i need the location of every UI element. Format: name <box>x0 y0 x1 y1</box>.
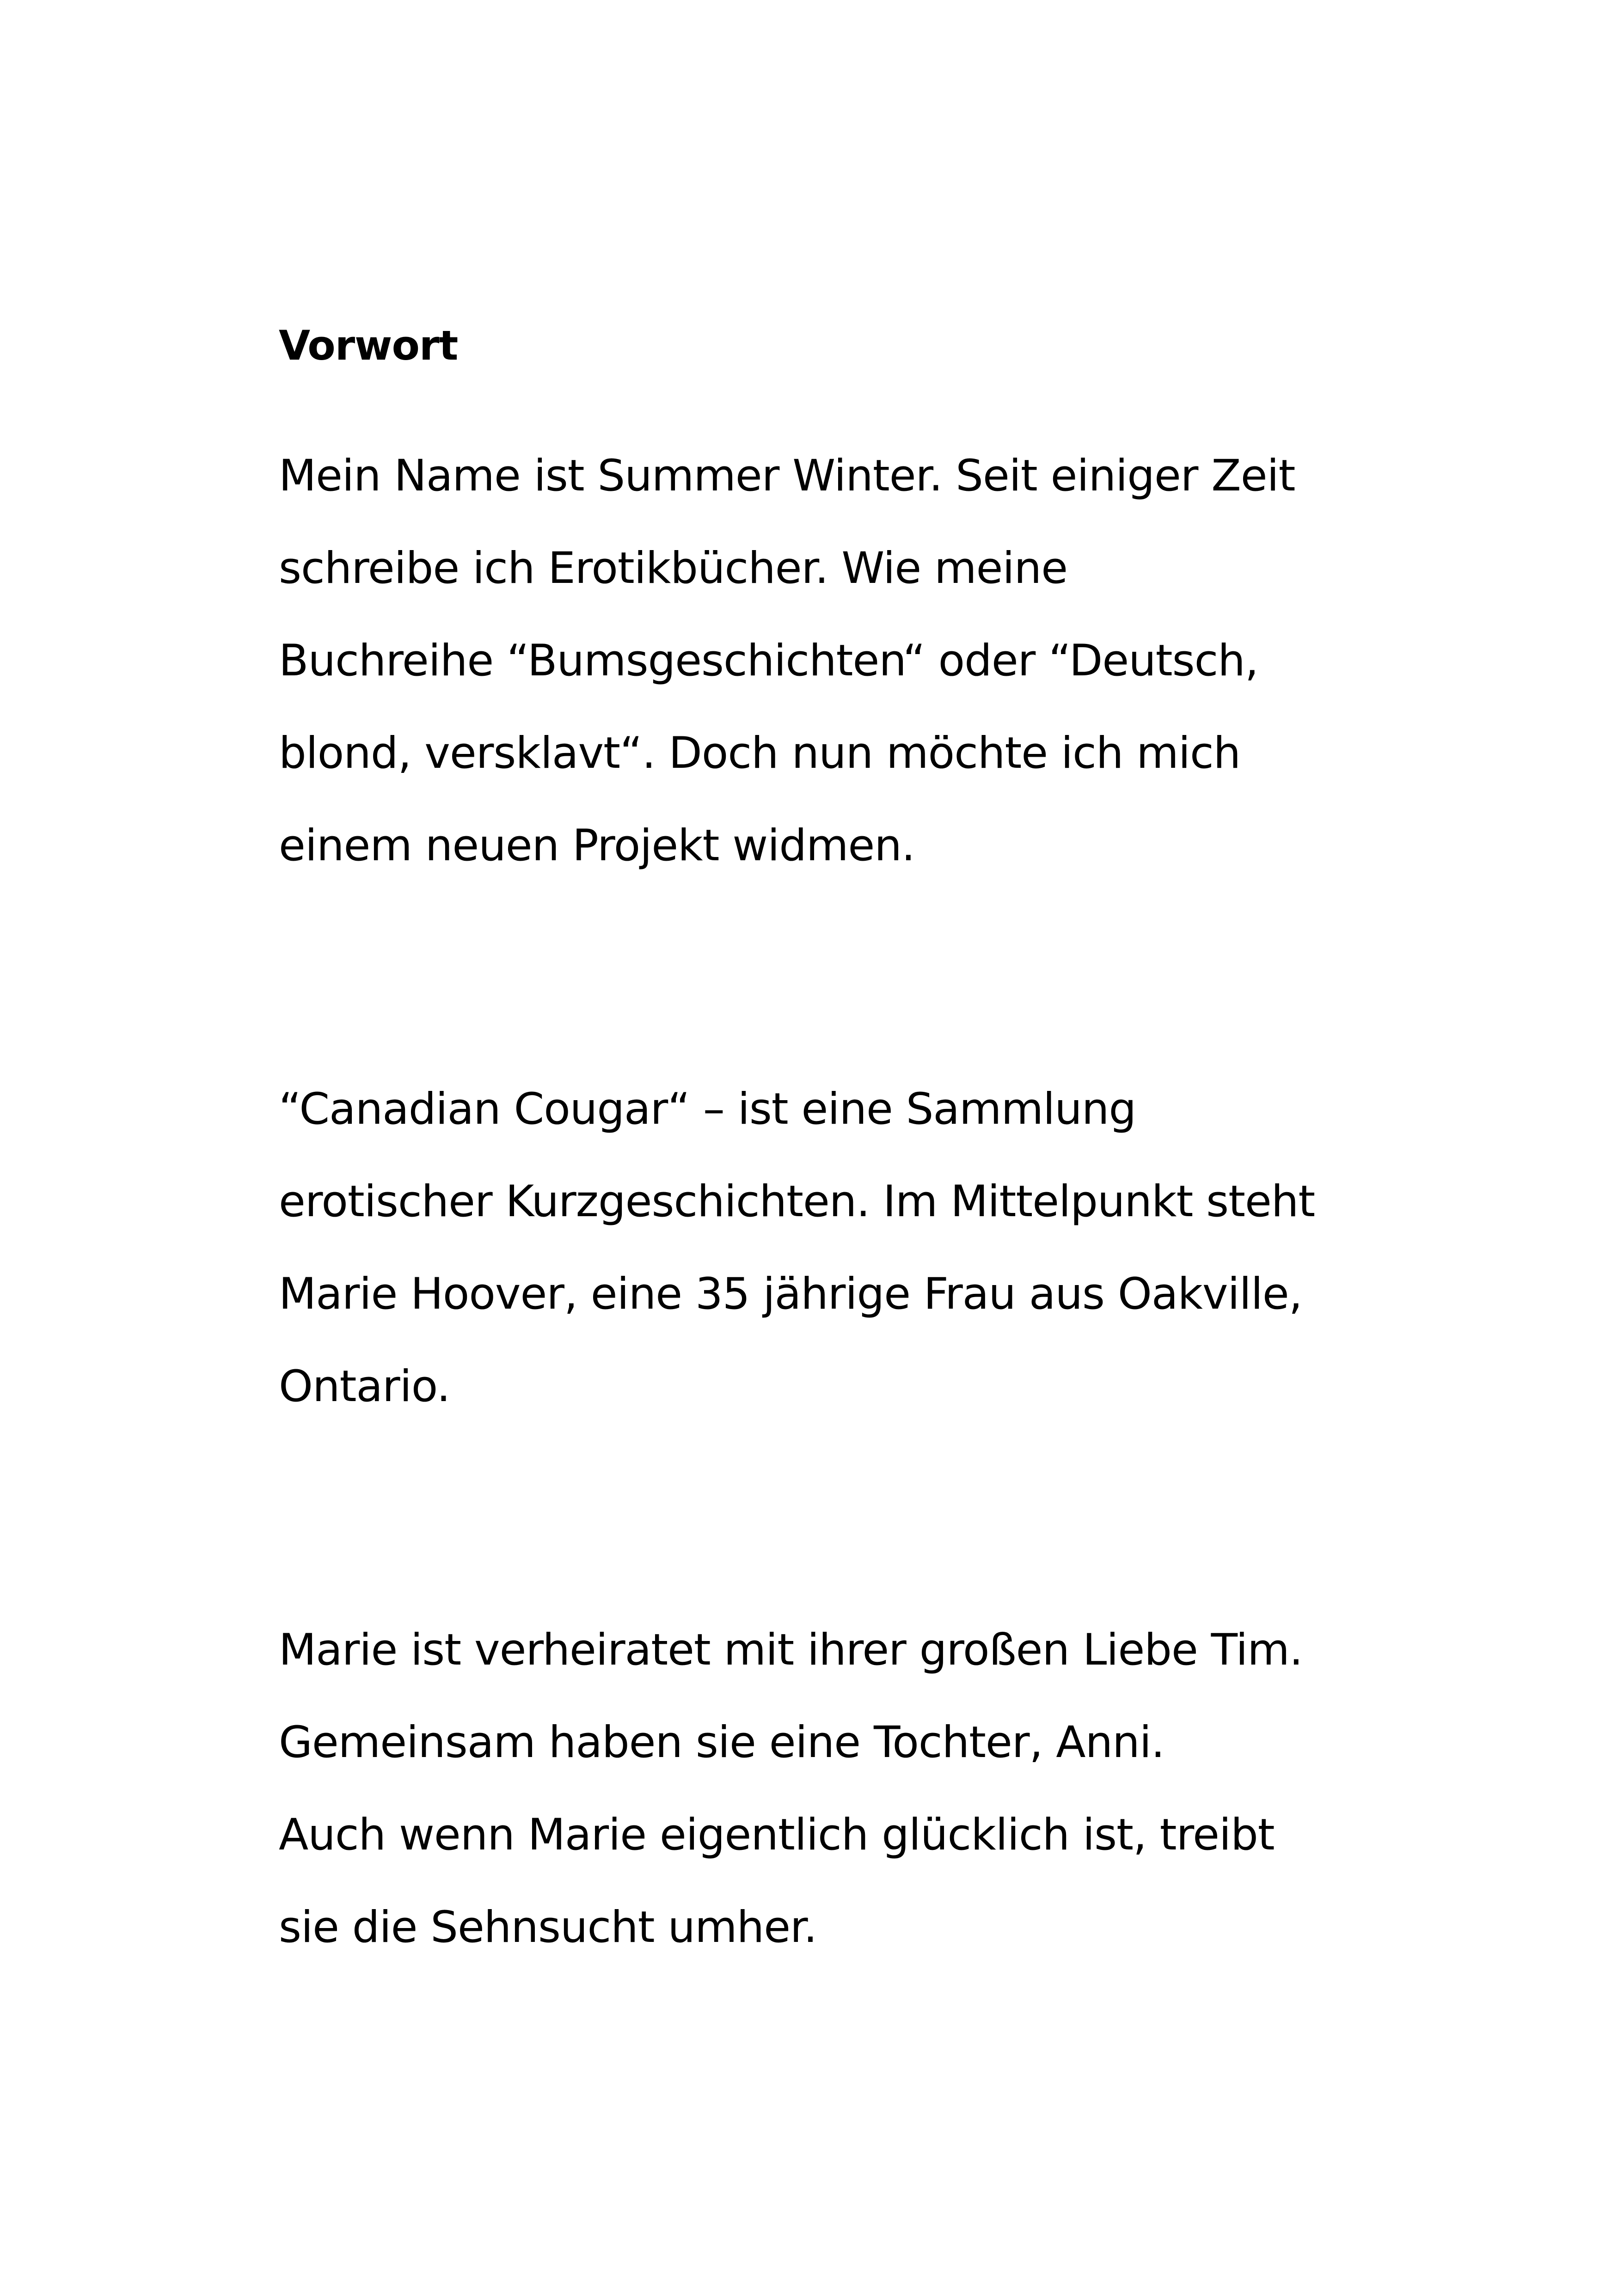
paragraph-1-line-5: einem neuen Projekt widmen. <box>279 820 915 871</box>
paragraph-3-line-2: Gemeinsam haben sie eine Tochter, Anni. <box>279 1717 1164 1768</box>
page-heading: Vorwort <box>279 322 458 369</box>
paragraph-2-line-3: Marie Hoover, eine 35 jährige Frau aus Oakville, <box>279 1269 1302 1319</box>
paragraph-1-line-1: Mein Name ist Summer Winter. Seit einiger Zeit <box>279 451 1295 501</box>
paragraph-2-line-4: Ontario. <box>279 1361 450 1412</box>
paragraph-1-line-4: blond, versklavt“. Doch nun möchte ich mich <box>279 728 1241 778</box>
paragraph-3-line-1: Marie ist verheiratet mit ihrer großen Liebe Tim. <box>279 1625 1303 1675</box>
paragraph-2-line-1: “Canadian Cougar“ – ist eine Sammlung <box>279 1084 1136 1134</box>
paragraph-2-line-2: erotischer Kurzgeschichten. Im Mittelpunkt steht <box>279 1176 1315 1227</box>
paragraph-3-line-4: sie die Sehnsucht umher. <box>279 1902 817 1953</box>
paragraph-3-line-3: Auch wenn Marie eigentlich glücklich ist, treibt <box>279 1810 1275 1860</box>
paragraph-1-line-2: schreibe ich Erotikbücher. Wie meine <box>279 543 1068 594</box>
paragraph-1-line-3: Buchreihe “Bumsgeschichten“ oder “Deutsch, <box>279 636 1258 686</box>
